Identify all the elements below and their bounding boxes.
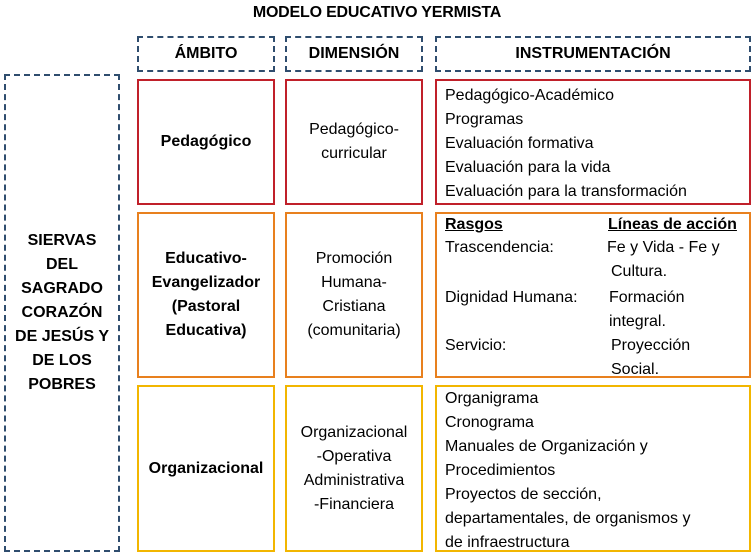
row2-ambito-line: Educativo-	[165, 250, 247, 267]
rasgo-label: Servicio:	[445, 337, 507, 354]
row3-dimension	[285, 385, 423, 552]
row3-instr-item: departamentales, de organismos y	[445, 510, 691, 527]
row1-instr-item: Programas	[445, 111, 524, 128]
row3-dimension-line: Organizacional	[300, 423, 408, 441]
row2-ambito-line: Educativa)	[165, 322, 247, 339]
row1-instr-item: Evaluación para la transformación	[445, 183, 687, 200]
rasgos-heading: Rasgos	[445, 216, 503, 233]
row2-dimension-line: Cristiana	[322, 298, 386, 315]
linea-text: integral.	[609, 313, 666, 330]
row3-instr-item: de infraestructura	[445, 534, 570, 551]
lineas-heading: Líneas de acción	[608, 216, 737, 233]
row1-ambito	[137, 79, 275, 205]
linea-text: Formación	[609, 289, 685, 306]
row3-instrumentacion	[435, 385, 751, 552]
side-label-box	[4, 74, 120, 552]
side-label-line: DEL	[46, 256, 78, 273]
row2-ambito	[137, 212, 275, 378]
row3-dimension-line: Administrativa	[303, 471, 405, 489]
row2-ambito-line: Evangelizador	[151, 274, 261, 291]
row1-instr-item: Pedagógico-Académico	[445, 87, 614, 104]
side-label-line: SAGRADO	[21, 280, 103, 297]
row2-dimension-line: Promoción	[315, 250, 393, 267]
row3-instr-item: Proyectos de sección,	[445, 486, 602, 503]
row3-dimension-line: -Financiera	[313, 495, 394, 513]
linea-text: Social.	[611, 361, 660, 378]
rasgo-label: Trascendencia:	[445, 239, 554, 256]
row3-instr-item: Procedimientos	[445, 462, 556, 479]
linea-text: Cultura.	[611, 263, 668, 280]
header-ambito-label: ÁMBITO	[174, 45, 238, 62]
header-dimension-label: DIMENSIÓN	[308, 45, 400, 62]
header-instrumentacion-label: INSTRUMENTACIÓN	[515, 45, 671, 62]
side-label-line: DE LOS	[32, 352, 92, 369]
row1-instr-item: Evaluación formativa	[445, 135, 594, 152]
row3-dimension-line: -Operativa	[316, 447, 392, 465]
row1-instr-item: Evaluación para la vida	[445, 159, 611, 176]
row3-ambito-label: Organizacional	[148, 459, 264, 477]
row2-dimension	[285, 212, 423, 378]
side-label-line: DE JESÚS Y	[15, 328, 109, 345]
row2-ambito-line: (Pastoral	[171, 298, 241, 315]
side-label-text	[15, 229, 109, 397]
row1-dimension-line: curricular	[321, 145, 387, 162]
row2-instrumentacion	[435, 212, 751, 378]
row1-dimension	[285, 79, 423, 205]
diagram-title: MODELO EDUCATIVO YERMISTA	[252, 4, 502, 21]
side-label-line: POBRES	[28, 376, 96, 393]
header-dimension	[285, 36, 423, 72]
row1-instrumentacion	[435, 79, 751, 205]
row2-dimension-line: Humana-	[321, 274, 387, 291]
row1-ambito-label: Pedagógico	[160, 133, 252, 150]
side-label-line: SIERVAS	[27, 232, 97, 249]
row2-dimension-line: (comunitaria)	[307, 322, 401, 339]
row1-dimension-line: Pedagógico-	[309, 121, 399, 138]
row3-instr-item: Cronograma	[445, 414, 534, 431]
row3-ambito	[137, 385, 275, 552]
linea-text: Fe y Vida - Fe y	[607, 239, 720, 256]
rasgo-label: Dignidad Humana:	[445, 289, 578, 306]
row3-instr-item: Organigrama	[445, 390, 539, 407]
linea-text: Proyección	[611, 337, 691, 354]
header-instrumentacion	[435, 36, 751, 72]
row3-instr-item: Manuales de Organización y	[445, 438, 648, 455]
header-ambito	[137, 36, 275, 72]
side-label-line: CORAZÓN	[21, 304, 103, 321]
